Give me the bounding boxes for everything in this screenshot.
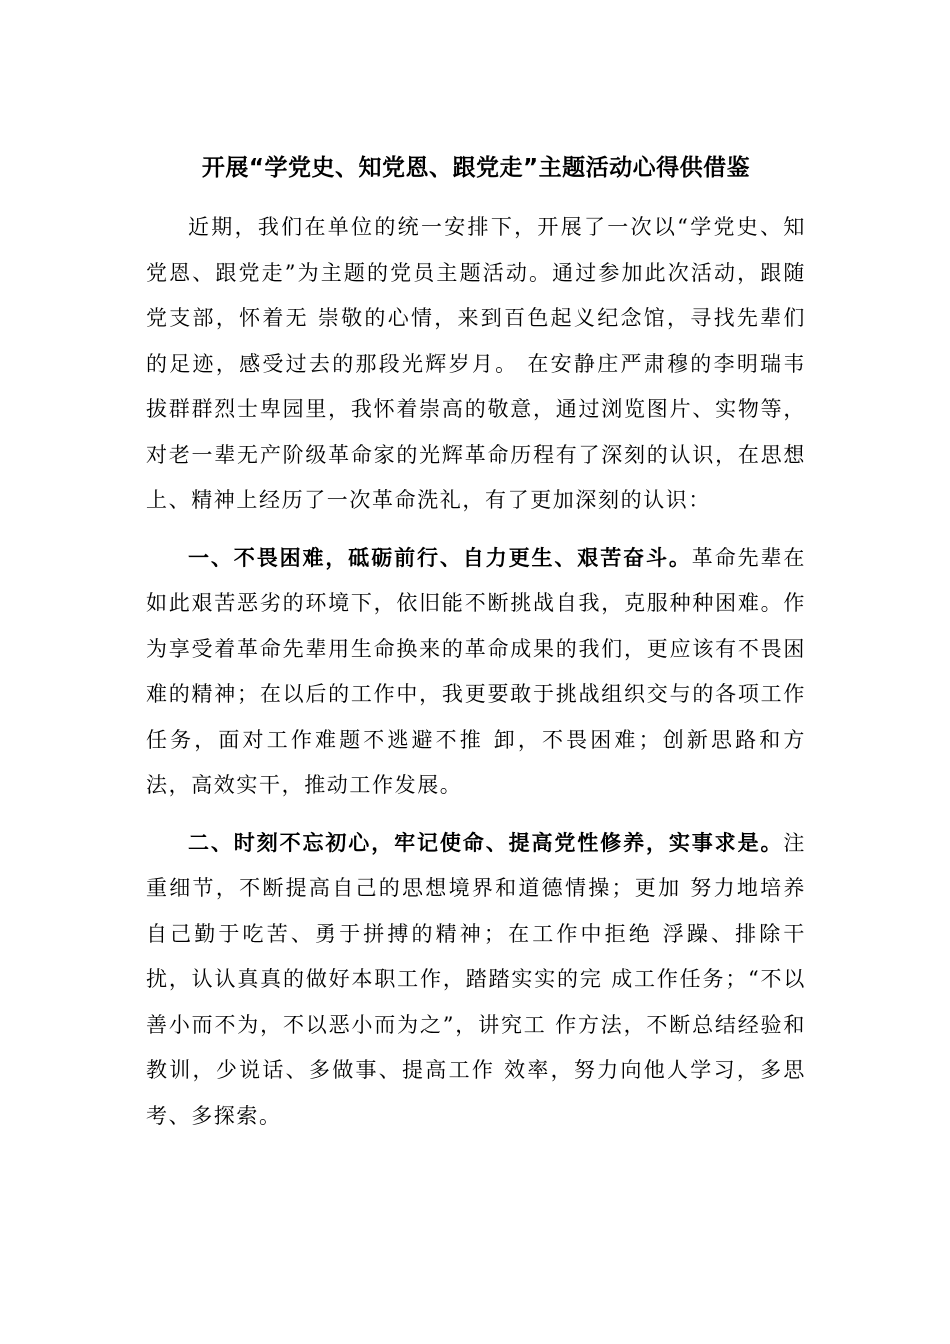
document-body: [146, 205, 806, 1151]
paragraph-point-two: [146, 821, 806, 1140]
paragraph-point-one: [146, 536, 806, 809]
paragraph-intro: [146, 205, 806, 524]
paragraph-lead: 一、不畏困难，砥砺前行、自力更生、艰苦奋斗。: [188, 545, 692, 570]
paragraph-text: 革命先辈在如此艰苦恶劣的环境下，依旧能不断挑战自我，克服种种困难。作为享受着革命先辈用生命换来的革命成果的我们，更应该有不畏困难的精神；在以后的工作中，我更要敢于挑战组织交与的各项工作任务，面对工作难题不逃避不推 卸，不畏困难；创新思路和方法，高效实干，推动工作发展。: [146, 545, 806, 797]
document-title: 开展“学党史、知党恩、跟党走”主题活动心得供借鉴: [201, 155, 751, 181]
paragraph-text: 近期，我们在单位的统一安排下，开展了一次以“学党史、知党恩、跟党走”为主题的党员主题活动。通过参加此次活动，跟随党支部，怀着无 崇敬的心情，来到百色起义纪念馆，寻找先辈们的足迹，感受过去的那段光辉岁月。 在安静庄严肃穆的李明瑞韦拔群群烈士卑园里，我怀着崇高的敬意，通过浏览图片、实物等，对老一辈无产阶级革命家的光辉革命历程有了深刻的认识，在思想上、精神上经历了一次革命洗礼，有了更加深刻的认识：: [146, 215, 806, 512]
paragraph-text: 注重细节，不断提高自己的思想境界和道德情操；更加 努力地培养自己勤于吃苦、勇于拼搏的精神；在工作中拒绝 浮躁、排除干扰，认认真真的做好本职工作，踏踏实实的完 成工作任务；“不以善小而不为，不以恶小而为之”，讲究工 作方法，不断总结经验和教训，少说话、多做事、提高工作 效率，努力向他人学习，多思考、多探索。: [146, 830, 806, 1128]
paragraph-lead: 二、时刻不忘初心，牢记使命、提高党性修养，实事求是。: [188, 830, 784, 855]
